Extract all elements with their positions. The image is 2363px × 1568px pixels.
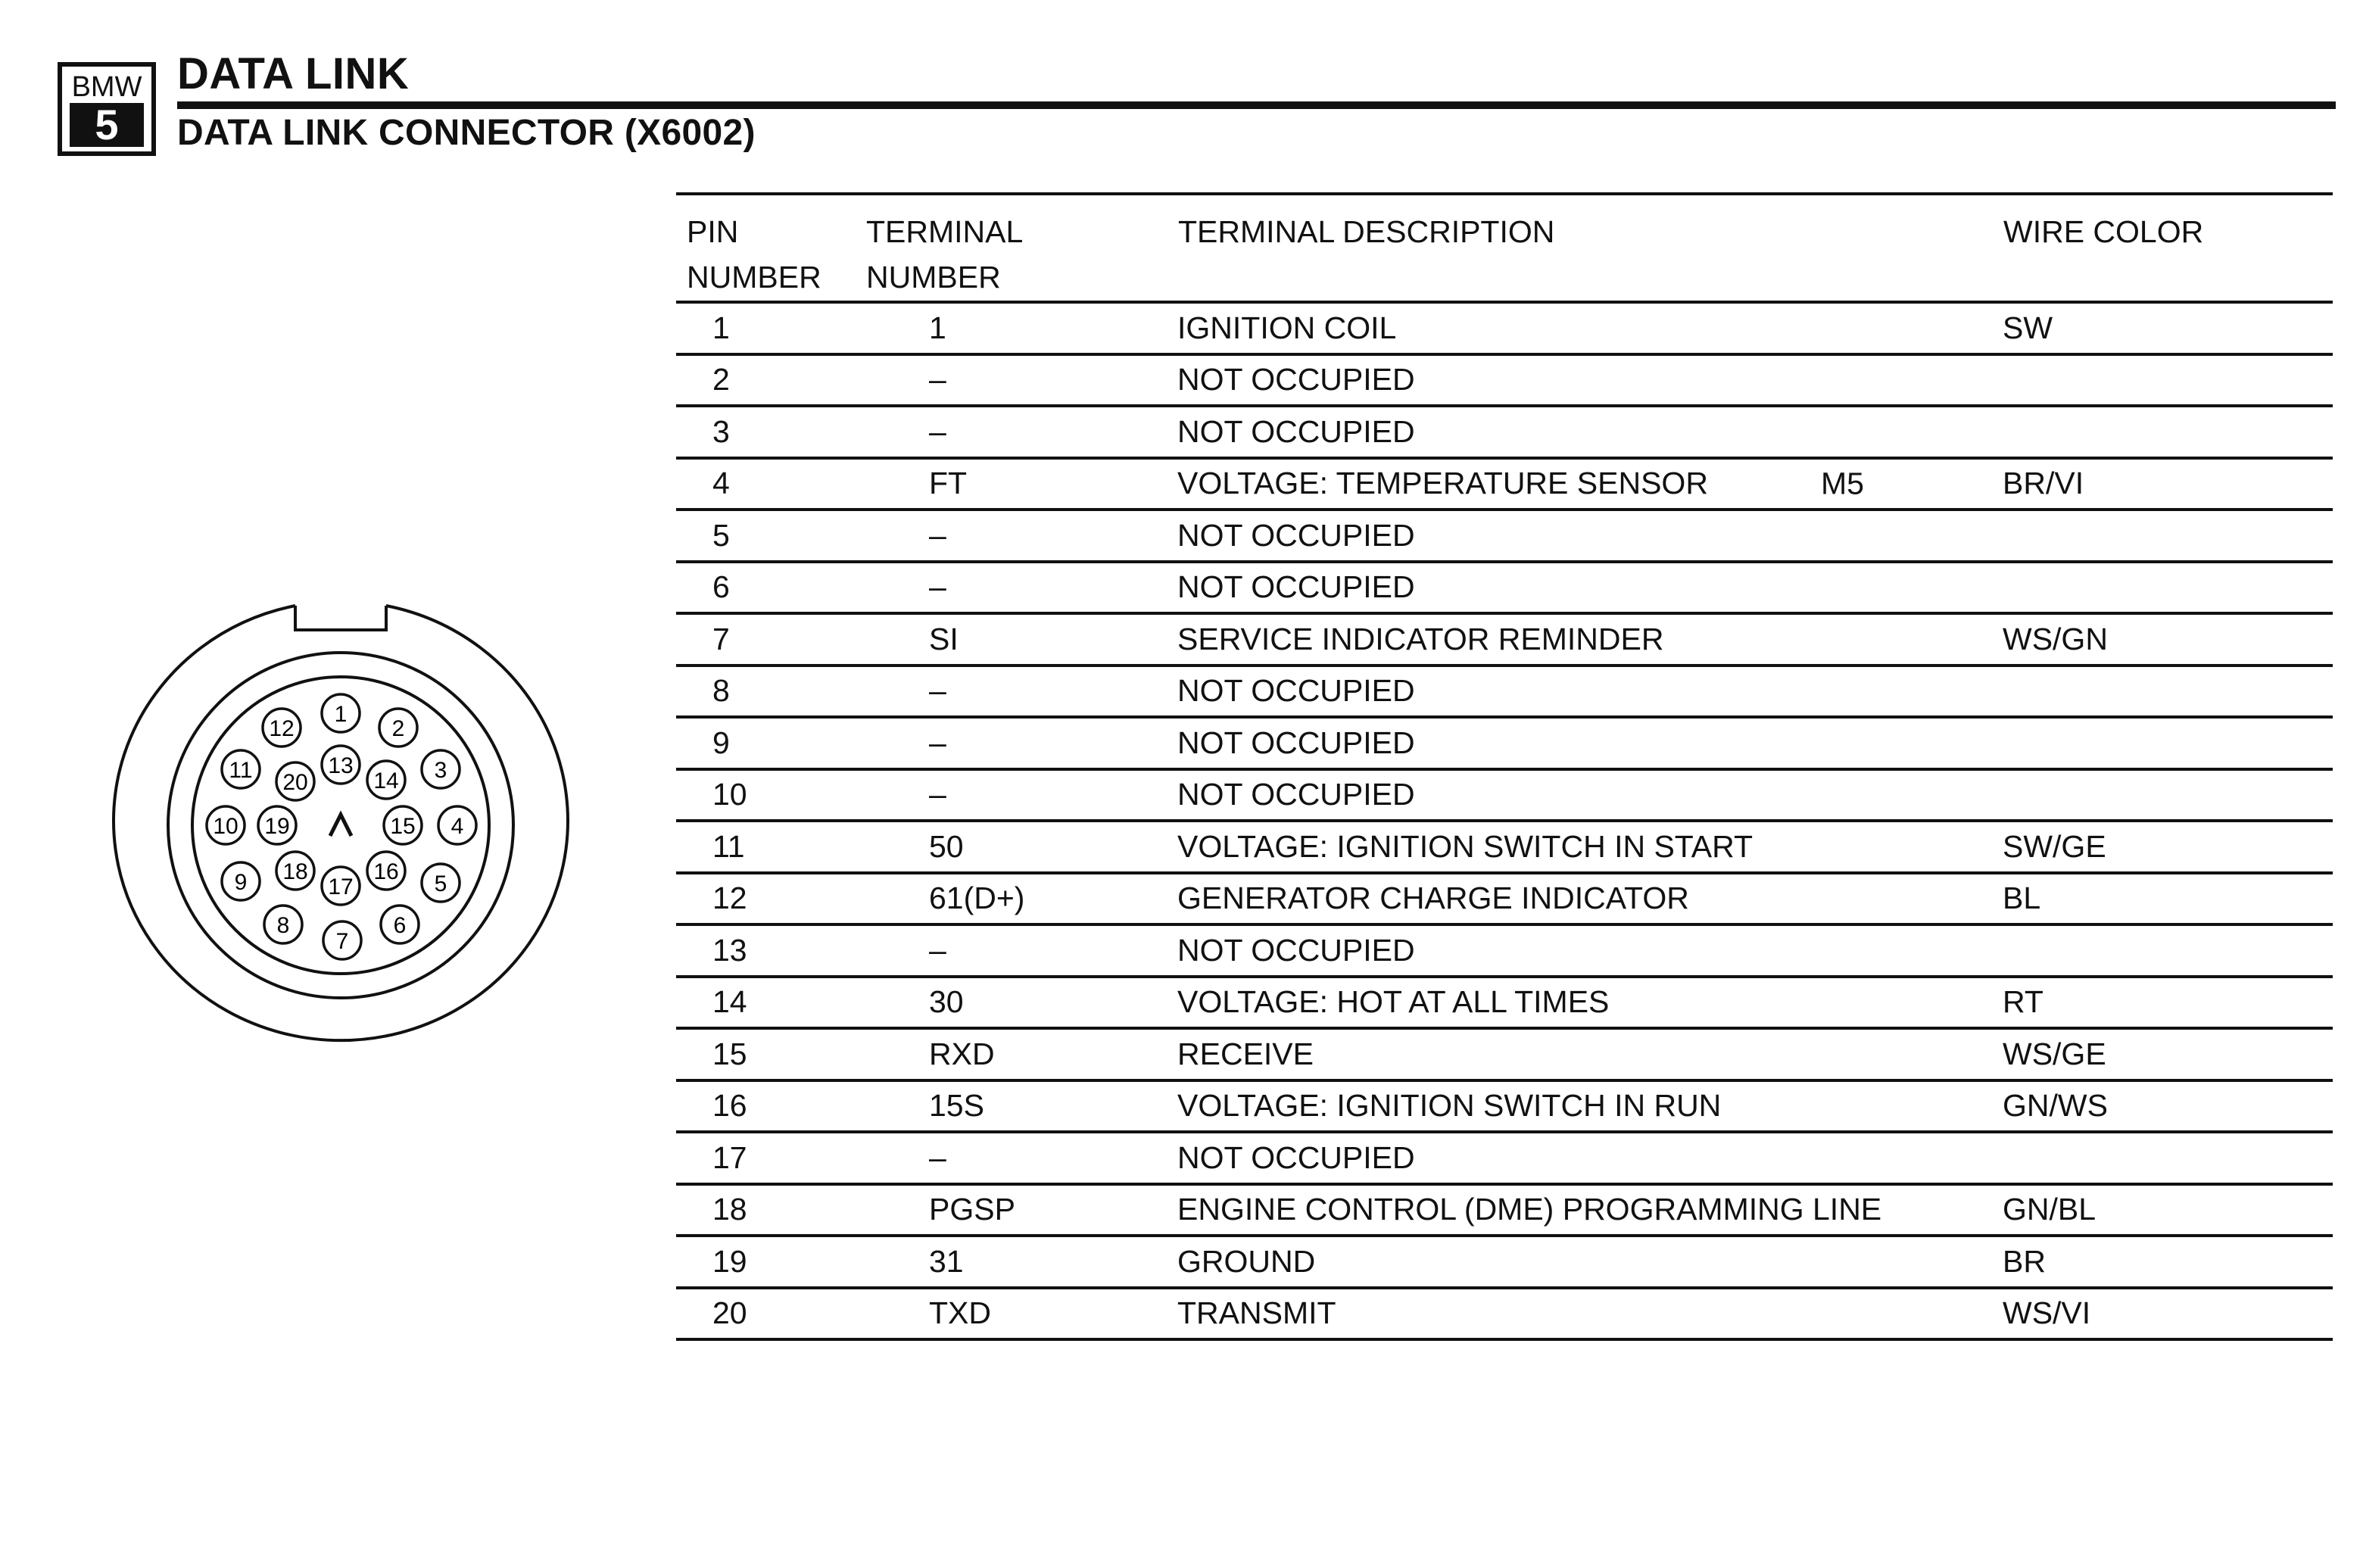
connector-pin-label: 10 xyxy=(213,814,238,839)
connector-keyway xyxy=(295,606,386,630)
description-cell: NOT OCCUPIED xyxy=(1177,932,1415,968)
connector-pin xyxy=(323,921,361,959)
description-cell: NOT OCCUPIED xyxy=(1177,777,1415,812)
wire-color-cell: BR/VI xyxy=(2003,466,2084,501)
table-row xyxy=(676,1288,2333,1340)
connector-pin xyxy=(381,906,419,943)
wire-color-cell: SW/GE xyxy=(2003,828,2106,864)
table-row xyxy=(676,977,2333,1029)
terminal-cell: – xyxy=(929,1139,946,1175)
terminal-cell: 61(D+) xyxy=(929,881,1025,916)
description-cell-container xyxy=(1177,302,2003,354)
pin-cell: 12 xyxy=(712,881,747,916)
terminal-cell: FT xyxy=(929,466,968,501)
connector-pin xyxy=(258,806,296,844)
title-rule xyxy=(177,101,2336,109)
terminal-cell: 31 xyxy=(929,1243,964,1279)
connector-pin xyxy=(222,750,260,788)
connector-pin-label: 13 xyxy=(328,753,354,778)
wire-color-cell-container xyxy=(2003,666,2333,718)
pin-table xyxy=(676,192,2333,1341)
connector-pin-label: 8 xyxy=(276,913,290,938)
description-cell-container xyxy=(1177,666,2003,718)
description-cell: SERVICE INDICATOR REMINDER xyxy=(1177,621,1664,656)
connector-pin-label: 15 xyxy=(390,814,416,839)
table-row xyxy=(676,1236,2333,1288)
wire-color-cell-container xyxy=(2003,1184,2333,1236)
terminal-cell-container xyxy=(865,613,1177,666)
description-cell: GROUND xyxy=(1177,1243,1316,1279)
description-cell-container xyxy=(1177,717,2003,769)
terminal-cell-container xyxy=(865,769,1177,821)
connector-pin xyxy=(222,862,260,900)
pin-cell: 14 xyxy=(712,984,747,1020)
connector-pin xyxy=(207,806,245,844)
terminal-cell: TXD xyxy=(929,1295,991,1331)
terminal-cell-container xyxy=(865,717,1177,769)
wire-color-cell-container xyxy=(2003,1236,2333,1288)
pin-cell: 10 xyxy=(712,777,747,812)
pin-cell-container xyxy=(676,977,865,1029)
connector-pins xyxy=(207,694,476,959)
pin-cell-container xyxy=(676,1132,865,1184)
table-row xyxy=(676,873,2333,925)
description-cell: NOT OCCUPIED xyxy=(1177,413,1415,449)
wire-color-cell-container xyxy=(2003,821,2333,873)
col-header-terminal-line1: TERMINAL xyxy=(866,214,1024,249)
connector-pin-label: 20 xyxy=(282,770,308,795)
pin-cell-container xyxy=(676,1184,865,1236)
terminal-cell: – xyxy=(929,569,946,605)
connector-pin xyxy=(264,906,302,943)
terminal-cell: – xyxy=(929,362,946,397)
col-header-terminal-line2: NUMBER xyxy=(866,260,1001,295)
terminal-cell-container xyxy=(865,873,1177,925)
terminal-cell-container xyxy=(865,406,1177,458)
table-row xyxy=(676,924,2333,977)
description-cell: VOLTAGE: TEMPERATURE SENSOR xyxy=(1177,466,1708,501)
wire-color-cell-container xyxy=(2003,354,2333,407)
connector-pin-label: 19 xyxy=(264,814,290,839)
terminal-cell: RXD xyxy=(929,1036,995,1071)
pin-cell-container xyxy=(676,1236,865,1288)
wire-color-cell-container xyxy=(2003,562,2333,614)
description-cell-container xyxy=(1177,510,2003,562)
wire-color-cell: RT xyxy=(2003,984,2043,1020)
wire-color-cell: SW xyxy=(2003,310,2053,345)
connector-pin-label: 12 xyxy=(269,716,295,741)
pin-table-body xyxy=(676,302,2333,1339)
pin-cell: 8 xyxy=(712,673,730,709)
connector-pin xyxy=(276,762,314,800)
description-cell: NOT OCCUPIED xyxy=(1177,725,1415,760)
table-row xyxy=(676,769,2333,821)
terminal-cell: SI xyxy=(929,621,959,656)
terminal-cell-container xyxy=(865,354,1177,407)
connector-pin xyxy=(322,867,360,905)
connector-housing xyxy=(114,606,568,1040)
description-cell: VOLTAGE: IGNITION SWITCH IN RUN xyxy=(1177,1088,1722,1124)
description-cell: NOT OCCUPIED xyxy=(1177,362,1415,397)
terminal-cell-container xyxy=(865,666,1177,718)
page-subtitle: DATA LINK CONNECTOR (X6002) xyxy=(177,113,756,153)
connector-pin-label: 11 xyxy=(229,758,253,783)
pin-cell: 5 xyxy=(712,517,730,553)
description-cell-container xyxy=(1177,1288,2003,1340)
pin-cell-container xyxy=(676,1288,865,1340)
description-cell-container xyxy=(1177,1080,2003,1133)
table-row xyxy=(676,613,2333,666)
terminal-cell-container xyxy=(865,821,1177,873)
description-cell-container xyxy=(1177,821,2003,873)
pin-cell-container xyxy=(676,406,865,458)
wire-color-cell-container xyxy=(2003,1288,2333,1340)
description-cell: VOLTAGE: HOT AT ALL TIMES xyxy=(1177,984,1610,1020)
col-header-pin-line1: PIN xyxy=(687,214,739,249)
wire-color-cell-container xyxy=(2003,1028,2333,1080)
badge-number: 5 xyxy=(70,103,144,147)
connector-pin xyxy=(276,852,314,890)
connector-pin xyxy=(367,761,405,799)
table-row xyxy=(676,562,2333,614)
connector-pin xyxy=(322,746,360,784)
connector-pin-label: 16 xyxy=(373,859,399,884)
wire-color-cell-container xyxy=(2003,302,2333,354)
description-cell-container xyxy=(1177,613,2003,666)
pin-cell-container xyxy=(676,717,865,769)
wire-color-cell-container xyxy=(2003,406,2333,458)
connector-pin xyxy=(263,709,301,747)
col-header-wire-color: WIRE COLOR xyxy=(2003,194,2333,302)
terminal-cell: – xyxy=(929,725,946,760)
pin-cell-container xyxy=(676,1080,865,1133)
wire-color-cell-container xyxy=(2003,977,2333,1029)
bmw-5-series-badge xyxy=(58,62,156,156)
terminal-cell-container xyxy=(865,458,1177,510)
terminal-cell: – xyxy=(929,673,946,709)
terminal-cell-container xyxy=(865,1184,1177,1236)
connector-pin-label: 4 xyxy=(450,814,464,839)
pin-cell: 3 xyxy=(712,413,730,449)
pin-cell: 18 xyxy=(712,1192,747,1227)
description-cell: NOT OCCUPIED xyxy=(1177,517,1415,553)
connector-pin-label: 17 xyxy=(328,874,354,899)
pin-cell-container xyxy=(676,458,865,510)
connector-pin xyxy=(322,694,360,732)
terminal-cell-container xyxy=(865,562,1177,614)
col-header-terminal xyxy=(865,194,1177,302)
pin-cell-container xyxy=(676,769,865,821)
pin-cell-container xyxy=(676,1028,865,1080)
connector-pin-label: 7 xyxy=(335,929,349,954)
connector-pin-label: 5 xyxy=(434,871,447,896)
description-cell-container xyxy=(1177,406,2003,458)
connector-pin xyxy=(422,864,460,902)
description-cell-container xyxy=(1177,562,2003,614)
terminal-cell: 50 xyxy=(929,828,964,864)
terminal-cell-container xyxy=(865,977,1177,1029)
connector-diagram xyxy=(106,598,575,1060)
description-cell: GENERATOR CHARGE INDICATOR xyxy=(1177,881,1689,916)
wire-color-cell-container xyxy=(2003,510,2333,562)
pin-cell-container xyxy=(676,510,865,562)
terminal-cell-container xyxy=(865,302,1177,354)
wire-color-cell: WS/GE xyxy=(2003,1036,2106,1071)
pin-cell: 9 xyxy=(712,725,730,760)
terminal-cell-container xyxy=(865,1080,1177,1133)
pin-cell-container xyxy=(676,666,865,718)
description-cell-container xyxy=(1177,1236,2003,1288)
terminal-cell: 1 xyxy=(929,310,946,345)
table-row xyxy=(676,1132,2333,1184)
terminal-cell: 30 xyxy=(929,984,964,1020)
table-header-row xyxy=(676,194,2333,302)
terminal-cell-container xyxy=(865,924,1177,977)
terminal-cell-container xyxy=(865,1236,1177,1288)
description-cell-container xyxy=(1177,1028,2003,1080)
table-row xyxy=(676,354,2333,407)
connector-pin xyxy=(367,852,405,890)
pin-cell: 2 xyxy=(712,362,730,397)
table-row xyxy=(676,510,2333,562)
description-cell: RECEIVE xyxy=(1177,1036,1314,1071)
table-row xyxy=(676,1184,2333,1236)
connector-pin xyxy=(422,750,460,788)
description-cell-container xyxy=(1177,873,2003,925)
pin-cell: 13 xyxy=(712,932,747,968)
connector-pin-label: 2 xyxy=(391,716,405,741)
pin-cell: 11 xyxy=(712,828,745,864)
connector-outer-shell xyxy=(114,606,568,1040)
connector-pin-label: 1 xyxy=(334,702,348,727)
pin-cell: 6 xyxy=(712,569,730,605)
pin-cell-container xyxy=(676,354,865,407)
connector-pin xyxy=(379,709,417,747)
page-title: DATA LINK xyxy=(177,49,410,98)
pin-cell: 7 xyxy=(712,621,730,656)
connector-pin-label: 14 xyxy=(373,768,399,793)
description-cell: NOT OCCUPIED xyxy=(1177,673,1415,709)
wire-color-cell-container xyxy=(2003,1080,2333,1133)
terminal-cell-container xyxy=(865,510,1177,562)
pin-cell-container xyxy=(676,924,865,977)
connector-pin xyxy=(384,806,422,844)
wire-color-cell-container xyxy=(2003,1132,2333,1184)
terminal-cell: – xyxy=(929,777,946,812)
terminal-cell: – xyxy=(929,932,946,968)
wire-color-cell-container xyxy=(2003,769,2333,821)
description-cell: IGNITION COIL xyxy=(1177,310,1397,345)
wire-color-cell-container xyxy=(2003,873,2333,925)
description-cell-container xyxy=(1177,354,2003,407)
wire-color-cell: GN/BL xyxy=(2003,1192,2096,1227)
wire-color-cell-container xyxy=(2003,613,2333,666)
wire-color-cell: GN/WS xyxy=(2003,1088,2108,1124)
description-cell-container xyxy=(1177,1132,2003,1184)
description-cell-container xyxy=(1177,977,2003,1029)
connector-pin-label: 6 xyxy=(393,913,407,938)
description-cell-container xyxy=(1177,1184,2003,1236)
table-row xyxy=(676,821,2333,873)
col-header-pin-line2: NUMBER xyxy=(687,260,821,295)
pin-cell: 4 xyxy=(712,466,730,501)
table-row xyxy=(676,302,2333,354)
connector-pin xyxy=(438,806,476,844)
description-cell: VOLTAGE: IGNITION SWITCH IN START xyxy=(1177,828,1754,864)
pin-cell-container xyxy=(676,302,865,354)
wire-color-cell-container xyxy=(2003,924,2333,977)
table-row xyxy=(676,458,2333,510)
connector-center-key-icon xyxy=(330,815,351,836)
pin-cell: 19 xyxy=(712,1243,747,1279)
wire-color-cell: BR xyxy=(2003,1243,2046,1279)
description-cell-container xyxy=(1177,924,2003,977)
pin-cell: 17 xyxy=(712,1139,747,1175)
terminal-cell: PGSP xyxy=(929,1192,1015,1227)
terminal-cell-container xyxy=(865,1028,1177,1080)
pin-cell: 1 xyxy=(712,310,730,345)
wire-color-cell: BL xyxy=(2003,881,2041,916)
table-row xyxy=(676,1080,2333,1133)
table-row xyxy=(676,666,2333,718)
description-cell-container xyxy=(1177,458,2003,510)
table-row xyxy=(676,406,2333,458)
col-header-pin xyxy=(676,194,865,302)
connector-pin-label: 3 xyxy=(434,758,447,783)
wire-color-cell-container xyxy=(2003,458,2333,510)
badge-brand: BMW xyxy=(71,71,142,103)
col-header-description: TERMINAL DESCRIPTION xyxy=(1177,194,2003,302)
pin-cell: 15 xyxy=(712,1036,747,1071)
pin-cell-container xyxy=(676,562,865,614)
terminal-cell: 15S xyxy=(929,1088,984,1124)
wire-color-cell-container xyxy=(2003,717,2333,769)
terminal-cell-container xyxy=(865,1288,1177,1340)
terminal-cell: – xyxy=(929,517,946,553)
terminal-cell-container xyxy=(865,1132,1177,1184)
wire-color-cell: WS/GN xyxy=(2003,621,2108,656)
description-cell: NOT OCCUPIED xyxy=(1177,569,1415,605)
pin-cell: 16 xyxy=(712,1088,747,1124)
table-row xyxy=(676,717,2333,769)
description-cell-container xyxy=(1177,769,2003,821)
connector-pin-label: 9 xyxy=(234,870,248,895)
terminal-cell: – xyxy=(929,413,946,449)
model-note: M5 xyxy=(1821,466,1864,501)
wire-color-cell: WS/VI xyxy=(2003,1295,2091,1331)
description-cell: NOT OCCUPIED xyxy=(1177,1139,1415,1175)
pin-cell-container xyxy=(676,873,865,925)
pin-cell-container xyxy=(676,821,865,873)
connector-pin-label: 18 xyxy=(282,859,308,884)
description-cell: ENGINE CONTROL (DME) PROGRAMMING LINE xyxy=(1177,1192,1882,1227)
table-row xyxy=(676,1028,2333,1080)
pin-cell-container xyxy=(676,613,865,666)
description-cell: TRANSMIT xyxy=(1177,1295,1336,1331)
pin-cell: 20 xyxy=(712,1295,747,1331)
